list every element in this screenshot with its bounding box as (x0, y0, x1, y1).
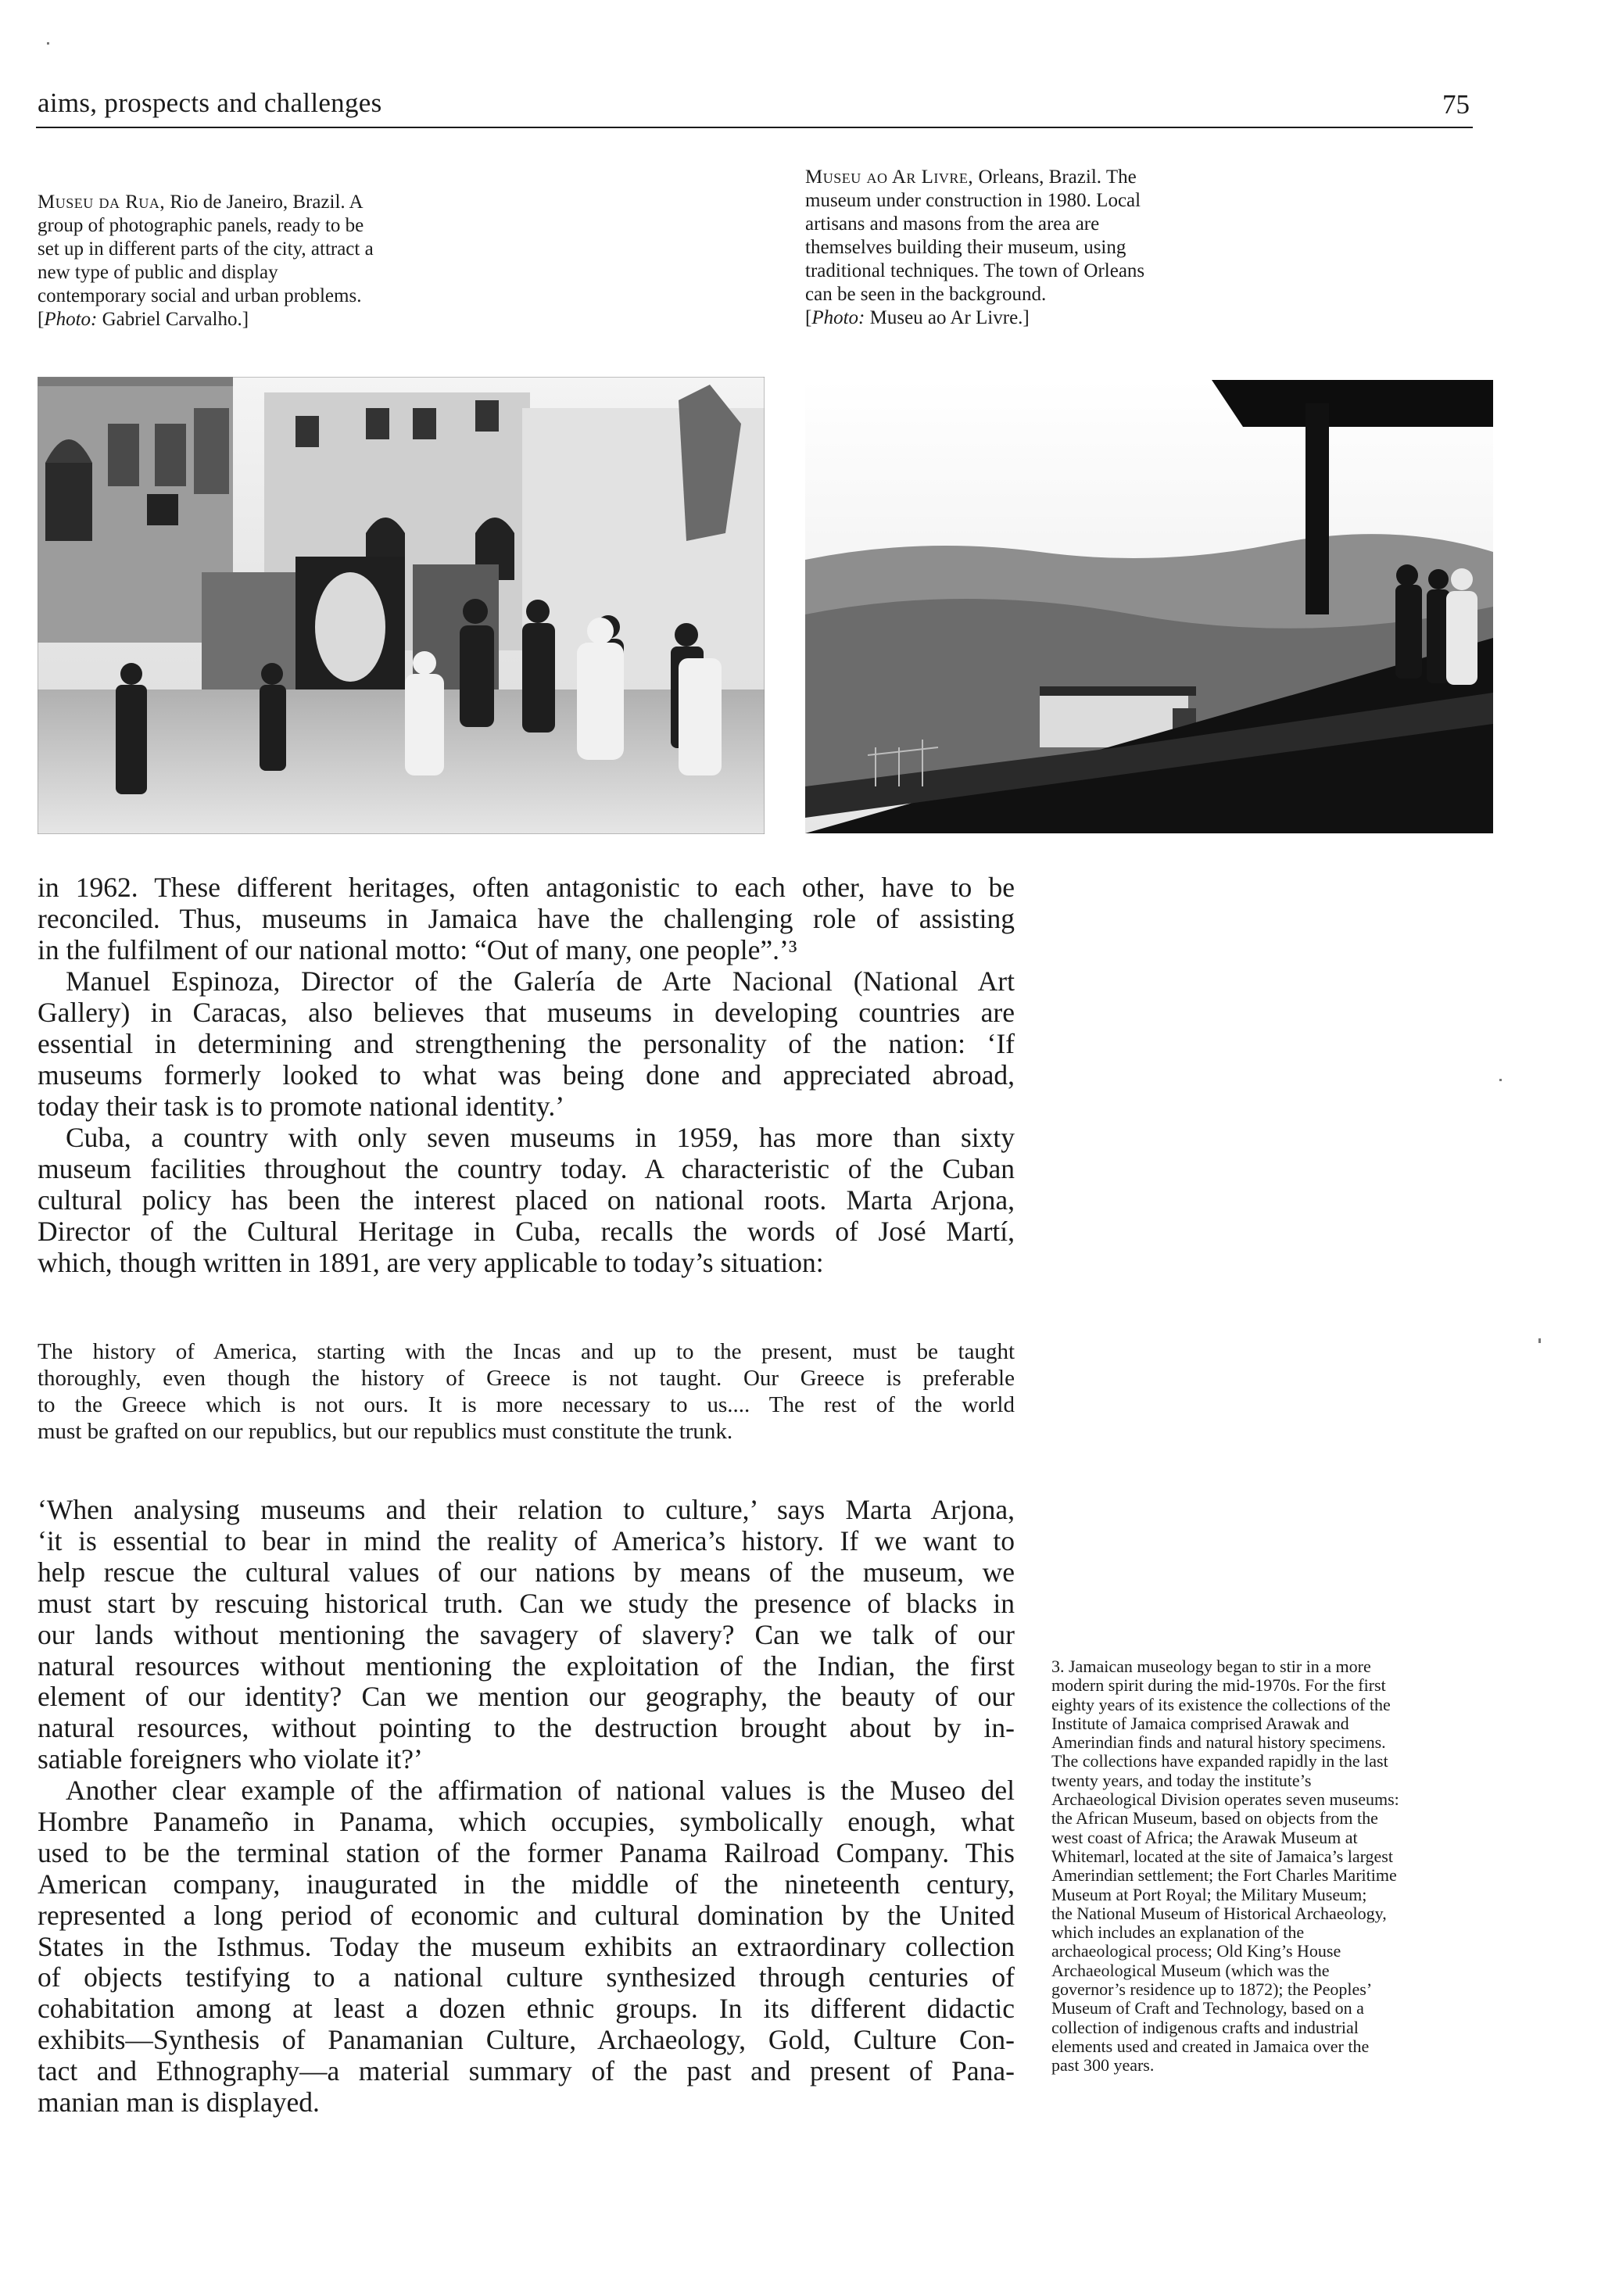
body-line: cohabitation among at least a dozen ethnic groups. In its different didactic (38, 1993, 1015, 2025)
body-line: used to be the terminal station of the former Panama Railroad Company. This (38, 1836, 1015, 1868)
body-line: manian man is displayed. (38, 2086, 320, 2119)
body-line: in 1962. These different heritages, often antagonistic to each other, have to be (38, 872, 1015, 903)
footnote-3 (1051, 1657, 1489, 2076)
footnote-line: The collections have expanded rapidly in the last (1051, 1751, 1388, 1771)
caption-line: group of photographic panels, ready to be (38, 215, 364, 236)
caption-photo-credit: [Photo: Gabriel Carvalho.] (38, 309, 249, 330)
body-paragraph (38, 1123, 1015, 1279)
body-line: tact and Ethnography—a material summary of the past and present of Pana- (38, 2055, 1015, 2087)
footnote-line: archaeological process; Old King’s House (1051, 1941, 1341, 1961)
body-paragraph (38, 1495, 1015, 1775)
footnote-line: which includes an explanation of the (1051, 1922, 1305, 1943)
scan-speck (47, 42, 49, 45)
caption-line: can be seen in the background. (805, 284, 1047, 305)
body-line: museums formerly looked to what was being done and appreciated abroad, (38, 1058, 1015, 1091)
caption-line: themselves building their museum, using (805, 237, 1126, 258)
body-line: museum facilities throughout the country today. A characteristic of the Cuban (38, 1152, 1015, 1184)
body-paragraph (38, 966, 1015, 1123)
running-header-title: aims, prospects and challenges (38, 88, 382, 118)
scan-speck (1538, 1338, 1541, 1343)
caption-line: set up in different parts of the city, attract a (38, 238, 374, 260)
caption-museum-name: Museu da Rua, (38, 192, 166, 213)
body-line: ‘it is essential to bear in mind the reality of America’s history. If we want to (38, 1524, 1015, 1556)
body-line: which, though written in 1891, are very applicable to today’s situation: (38, 1246, 824, 1278)
photo-museum-construction (805, 380, 1493, 833)
footnote-line: 3. Jamaican museology began to stir in a more (1051, 1657, 1371, 1676)
footnote-line: elements used and created in Jamaica over the (1051, 2036, 1370, 2056)
body-line: natural resources without mentioning the exploitation of the Indian, the first (38, 1649, 1015, 1682)
body-line: Manuel Espinoza, Director of the Galería de Arte Nacional (National Art (66, 965, 1015, 997)
quote-line: The history of America, starting with the Incas and up to the present, must be taught (38, 1339, 1015, 1364)
body-line: States in the Isthmus. Today the museum exhibits an extraordinary collection (38, 1930, 1015, 1962)
body-line: Another clear example of the affirmation of national values is the Museo del (66, 1775, 1015, 1806)
footnote-line: collection of indigenous crafts and industrial (1051, 2017, 1359, 2037)
body-line: our lands without mentioning the savagery of slavery? Can we talk of our (38, 1618, 1015, 1650)
footnote-line: twenty years, and today the institute’s (1051, 1770, 1312, 1790)
body-paragraph (38, 1775, 1015, 2119)
footnote-line: Amerindian finds and natural history specimens. (1051, 1732, 1386, 1753)
footnote-line: governor’s residence up to 1872); the Peoples’ (1051, 1979, 1373, 2000)
footnote-line: Archaeological Museum (which was the (1051, 1960, 1330, 1980)
footnote-line: modern spirit during the mid-1970s. For the first (1051, 1675, 1386, 1696)
quote-line: to the Greece which is not ours. It is more necessary to us.... The rest of the world (38, 1392, 1015, 1417)
body-line: ‘When analysing museums and their relation to culture,’ says Marta Arjona, (38, 1494, 1015, 1525)
footnote-line: Archaeological Division operates seven museums: (1051, 1789, 1399, 1810)
caption-line: traditional techniques. The town of Orleans (805, 260, 1145, 281)
footnote-line: Museum at Port Royal; the Military Museum; (1051, 1884, 1367, 1904)
body-line: Hombre Panameño in Panama, which occupies, symbolically enough, what (38, 1805, 1015, 1837)
footnote-line: Whitemarl, located at the site of Jamaica’s largest (1051, 1846, 1393, 1866)
photo-street-exhibition (38, 377, 765, 834)
body-line: represented a long period of economic and cultural domination by the United (38, 1899, 1015, 1931)
body-line: natural resources, without pointing to the destruction brought about by in- (38, 1712, 1015, 1744)
body-line: exhibits—Synthesis of Panamanian Culture, Archaeology, Gold, Culture Con- (38, 2024, 1015, 2056)
quote-line: must be grafted on our republics, but our republics must constitute the trunk. (38, 1419, 733, 1444)
body-line: satiable foreigners who violate it?’ (38, 1743, 423, 1775)
footnote-line: west coast of Africa; the Arawak Museum at (1051, 1827, 1358, 1847)
body-line: reconciled. Thus, museums in Jamaica have the challenging role of assisting (38, 902, 1015, 934)
footnote-line: the National Museum of Historical Archaeology, (1051, 1903, 1387, 1923)
body-line: help rescue the cultural values of our nations by means of the museum, we (38, 1556, 1015, 1588)
caption-line: artisans and masons from the area are (805, 213, 1100, 235)
footnote-line: Institute of Jamaica comprised Arawak and (1051, 1713, 1349, 1733)
scan-speck (1499, 1079, 1502, 1081)
caption-museu-ao-ar-livre (805, 166, 1306, 330)
body-line: of objects testifying to a national culture synthesized through centuries of (38, 1961, 1015, 1993)
footnote-line: eighty years of its existence the collections of the (1051, 1694, 1391, 1714)
body-line: in the fulfilment of our national motto: “Out of many, one people”.’³ (38, 933, 797, 965)
block-quote (38, 1338, 1015, 1445)
body-line: essential in determining and strengthening the personality of the nation: ‘If (38, 1027, 1015, 1059)
body-line: cultural policy has been the interest placed on national roots. Marta Arjona, (38, 1184, 1015, 1216)
footnote-line: Amerindian settlement; the Fort Charles Maritime (1051, 1865, 1397, 1886)
quote-line: thoroughly, even though the history of Greece is not taught. Our Greece is preferable (38, 1366, 1015, 1391)
caption-museu-da-rua (38, 191, 538, 331)
caption-line: new type of public and display (38, 262, 278, 283)
caption-line: Museu da Rua, Rio de Janeiro, Brazil. A (38, 192, 364, 213)
body-paragraph (38, 872, 1015, 966)
body-line: Director of the Cultural Heritage in Cuba, recalls the words of José Martí, (38, 1215, 1015, 1247)
footnote-line: the African Museum, based on objects from the (1051, 1808, 1378, 1829)
page-number: 75 (1442, 89, 1470, 120)
body-line: Cuba, a country with only seven museums in 1959, has more than sixty (66, 1122, 1015, 1153)
body-line: must start by rescuing historical truth. Can we study the presence of blacks in (38, 1587, 1015, 1619)
footnote-line: Museum of Craft and Technology, based on a (1051, 1998, 1364, 2018)
caption-photo-credit: [Photo: Museu ao Ar Livre.] (805, 307, 1030, 328)
body-line: element of our identity? Can we mention our geography, the beauty of our (38, 1681, 1015, 1713)
body-line: today their task is to promote national identity.’ (38, 1090, 565, 1122)
body-line: American company, inaugurated in the middle of the nineteenth century, (38, 1868, 1015, 1900)
header-rule (36, 127, 1473, 128)
caption-line: contemporary social and urban problems. (38, 285, 362, 306)
caption-line: museum under construction in 1980. Local (805, 190, 1141, 211)
caption-line: Museu ao Ar Livre, Orleans, Brazil. The (805, 167, 1137, 188)
body-line: Gallery) in Caracas, also believes that museums in developing countries are (38, 996, 1015, 1028)
footnote-line: past 300 years. (1051, 2055, 1155, 2076)
caption-museum-name: Museu ao Ar Livre, (805, 167, 974, 188)
